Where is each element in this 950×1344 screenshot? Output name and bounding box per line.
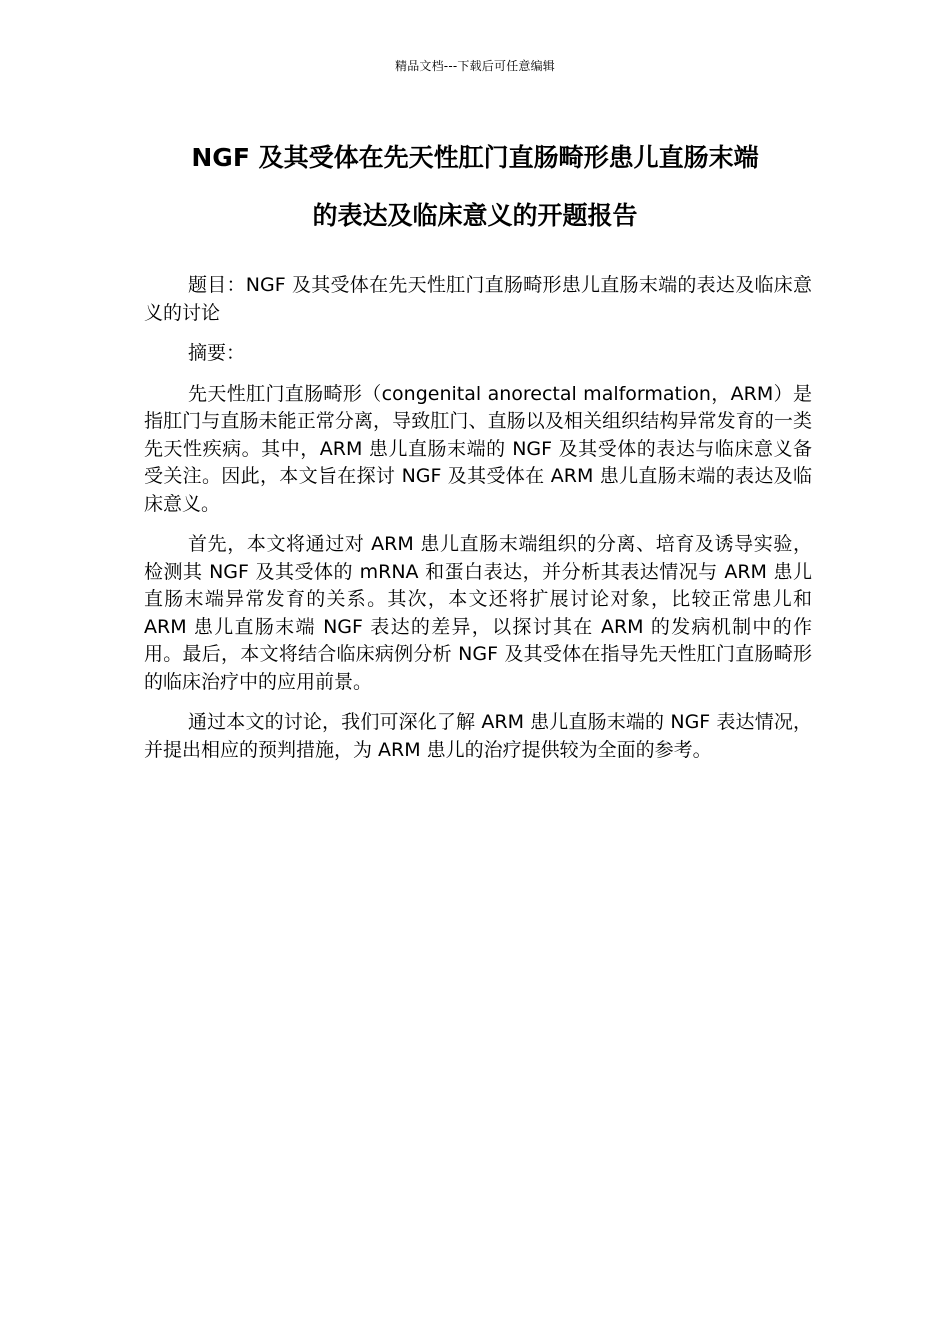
document-title-line-2: 的表达及临床意义的开题报告 (312, 201, 638, 230)
document-title-line-1: NGF 及其受体在先天性肛门直肠畸形患儿直肠末端 (191, 143, 759, 172)
body-paragraph-1: 先天性肛门直肠畸形（congenital anorectal malformation，ARM）是指肛门与直肠未能正常分离，导致肛门、直肠以及相关组织结构异常发育的一类先天性疾病。其中，ARM 患儿直肠末端的 NGF 及其受体的表达与临床意义备受关注。因此，本文旨在探讨 NGF 及其受体在 ARM 患儿直肠末端的表达及临床意义。 (144, 382, 812, 515)
body-paragraph-2: 首先，本文将通过对 ARM 患儿直肠末端组织的分离、培育及诱导实验，检测其 NGF 及其受体的 mRNA 和蛋白表达，并分析其表达情况与 ARM 患儿直肠末端异常发育的关系。其次，本文还将扩展讨论对象，比较正常患儿和 ARM 患儿直肠末端 NGF 表达的差异，以探讨其在 ARM 的发病机制中的作用。最后，本文将结合临床病例分析 NGF 及其受体在指导先天性肛门直肠畸形的临床治疗中的应用前景。 (144, 533, 812, 693)
body-paragraph-3: 通过本文的讨论，我们可深化了解 ARM 患儿直肠末端的 NGF 表达情况，并提出相应的预判措施，为 ARM 患儿的治疗提供较为全面的参考。 (144, 711, 812, 761)
document-body (144, 272, 812, 777)
topic-paragraph: 题目：NGF 及其受体在先天性肛门直肠畸形患儿直肠末端的表达及临床意义的讨论 (144, 274, 812, 324)
header-note: 精品文档---下载后可任意编辑 (395, 59, 555, 73)
abstract-label: 摘要： (188, 342, 246, 364)
